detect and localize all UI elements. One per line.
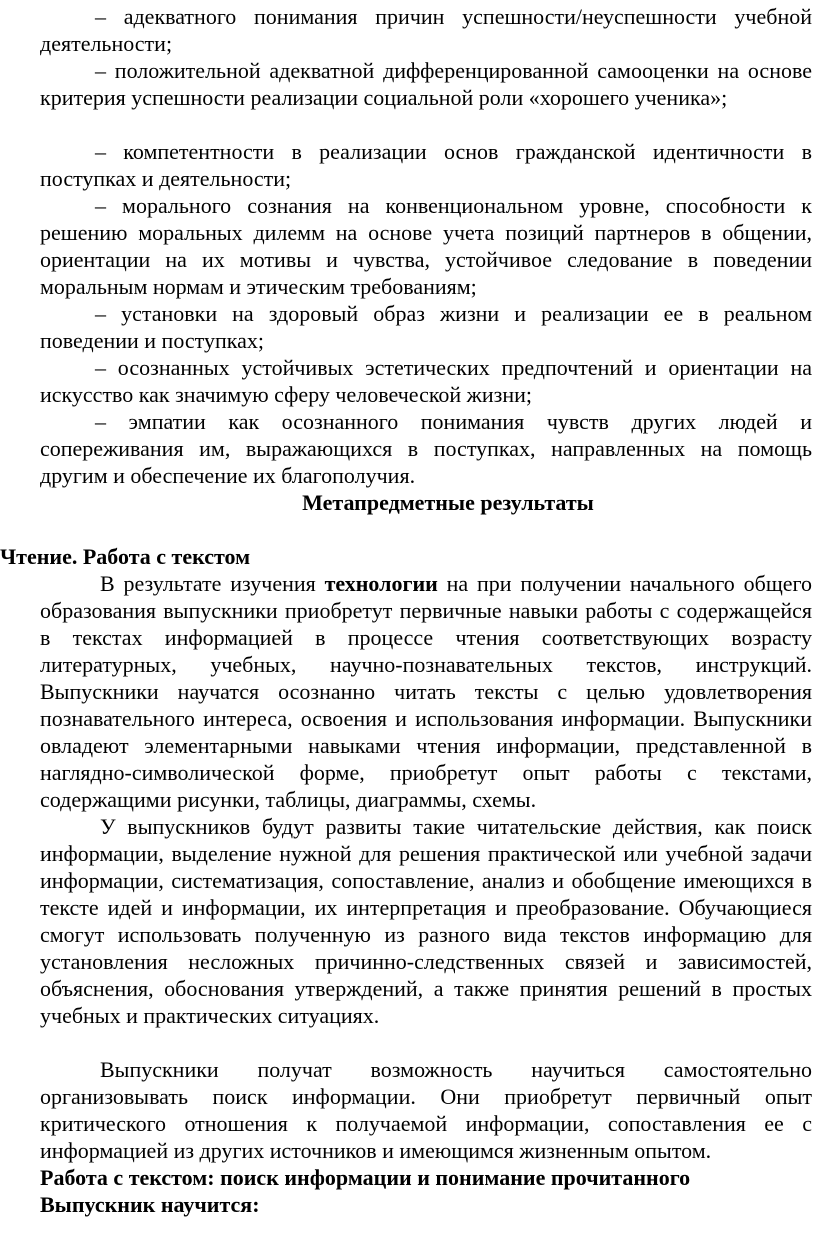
- paragraph-1-bold-term: технологии: [324, 571, 438, 596]
- bullet-item-4: – морального сознания на конвенциональном уровне, способности к решению моральных дилемм на основе учета позиций партнеров в общении, ориентации на их мотивы и чувства, устойчивое следование в поведении моральным нормам и этическим требованиям;: [40, 193, 812, 299]
- subheading-graduate-will-learn: Выпускник научится:: [40, 1192, 260, 1217]
- bullet-item-5: – установки на здоровый образ жизни и реализации ее в реальном поведении и поступках;: [40, 301, 812, 353]
- subsection-heading: Чтение. Работа с текстом: [0, 544, 251, 569]
- bullet-item-2: – положительной адекватной дифференцированной самооценки на основе критерия успешности реализации социальной роли «хорошего ученика»;: [40, 58, 812, 110]
- bullet-item-3: – компетентности в реализации основ гражданской идентичности в поступках и деятельности;: [40, 139, 812, 191]
- bullet-item-1: – адекватного понимания причин успешности/неуспешности учебной деятельности;: [40, 4, 812, 56]
- section-heading: Метапредметные результаты: [302, 490, 594, 515]
- paragraph-1: [40, 570, 812, 813]
- paragraph-1-text-before: В результате изучения: [100, 571, 325, 596]
- bullet-item-7: – эмпатии как осознанного понимания чувств других людей и сопереживания им, выражающихся в поступках, направленных на помощь другим и обеспечение их благополучия.: [40, 409, 812, 488]
- paragraph-3: Выпускники получат возможность научиться самостоятельно организовывать поиск информации. Они приобретут первичный опыт критического отношения к получаемой информации, сопоставления ее с информацией из других источников и имеющимся жизненным опытом.: [40, 1057, 812, 1163]
- paragraph-2: У выпускников будут развиты такие читательские действия, как поиск информации, выделение нужной для решения практической или учебной задачи информации, систематизация, сопоставление, анализ и обобщение имеющихся в тексте идей и информации, их интерпретация и преобразование. Обучающиеся смогут использовать полученную из разного вида текстов информацию для установления несложных причинно-следственных связей и зависимостей, объяснения, обоснования утверждений, а также принятия решений в простых учебных и практических ситуациях.: [40, 814, 812, 1028]
- paragraph-1-text-after: на при получении начального общего образования выпускники приобретут первичные навыки работы с содержащейся в текстах информацией в процессе чтения соответствующих возрасту литературных, учебных, научно-познавательных текстов, инструкций. Выпускники научатся осознанно читать тексты с целью удовлетворения познавательного интереса, освоения и использования информации. Выпускники овладеют элементарными навыками чтения информации, представленной в наглядно-символической форме, приобретут опыт работы с текстами, содержащими рисунки, таблицы, диаграммы, схемы.: [40, 571, 812, 812]
- subheading-work-with-text: Работа с текстом: поиск информации и понимание прочитанного: [40, 1165, 691, 1190]
- bullet-item-6: – осознанных устойчивых эстетических предпочтений и ориентации на искусство как значимую сферу человеческой жизни;: [40, 355, 812, 407]
